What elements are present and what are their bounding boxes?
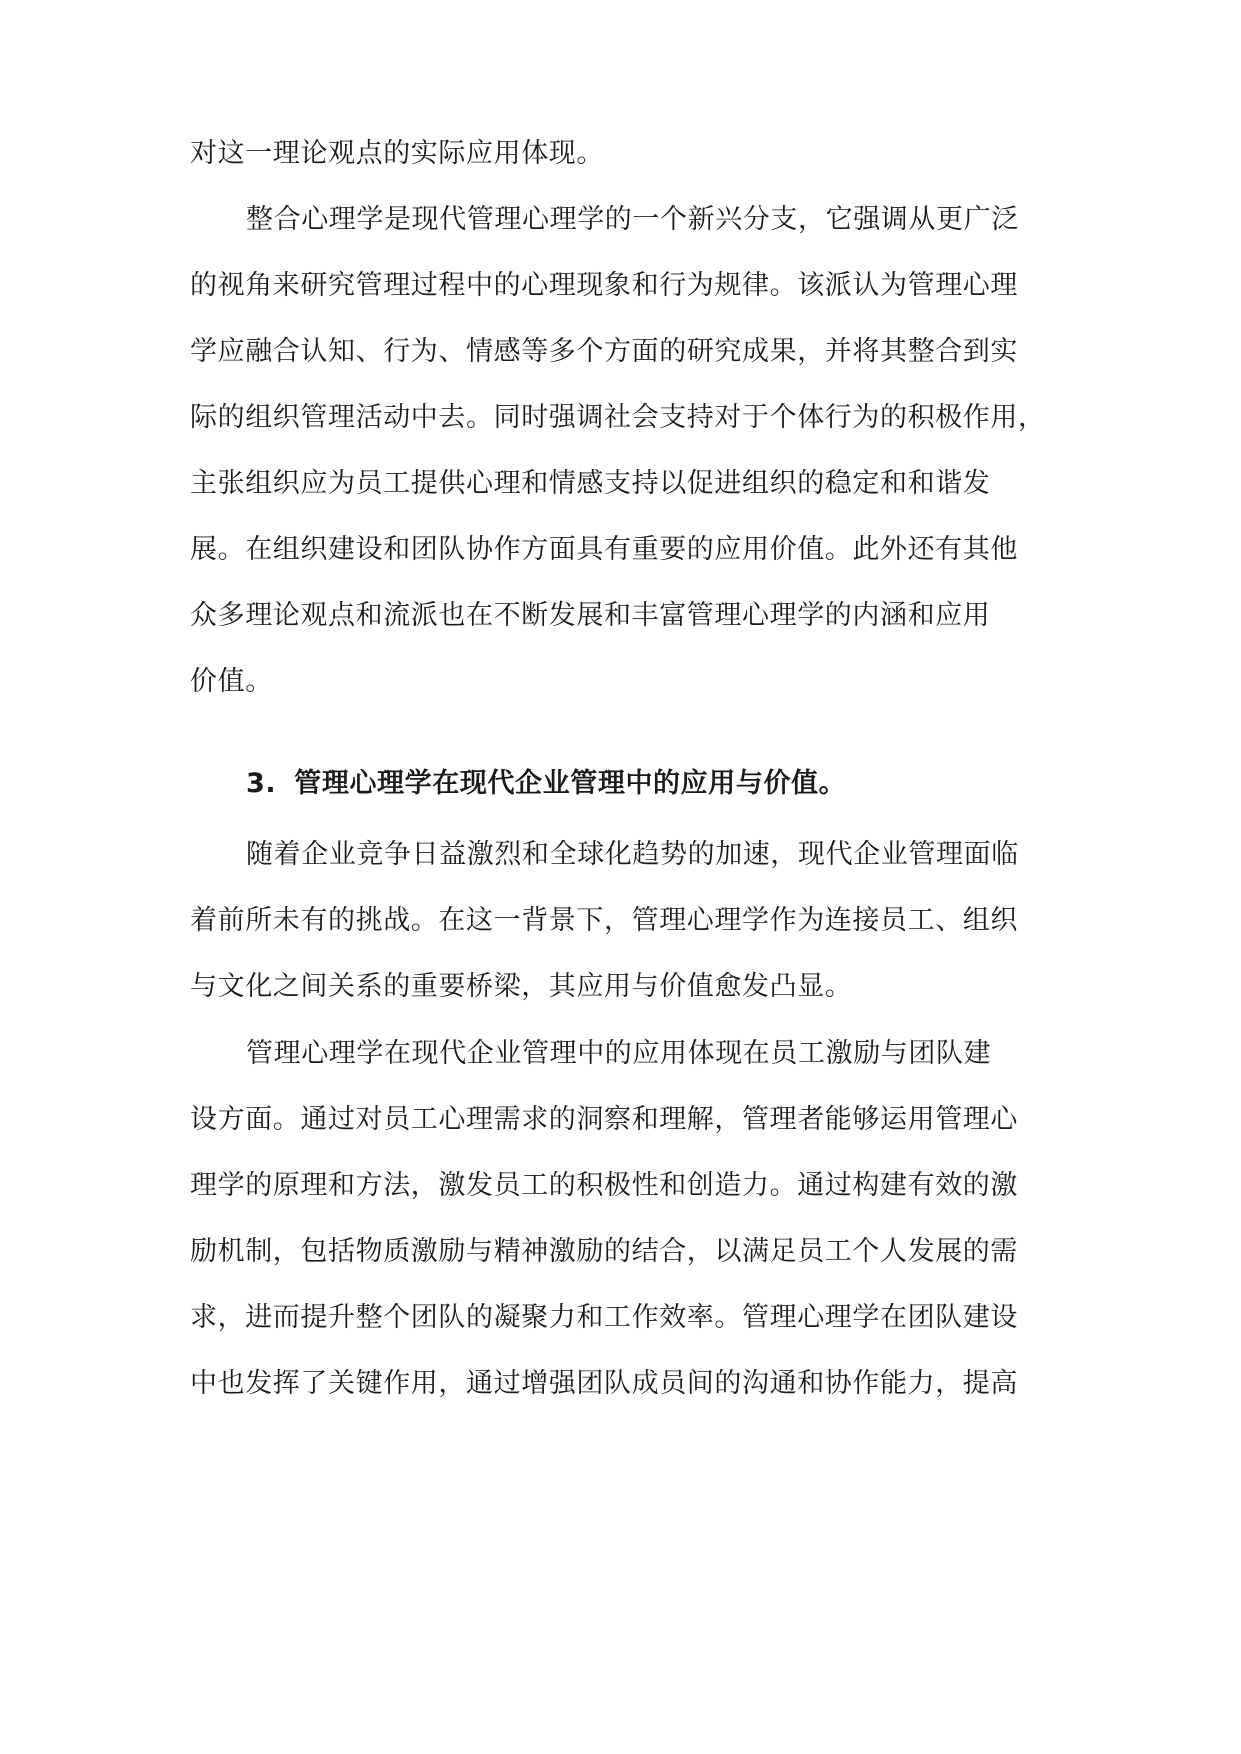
paragraph-line: 求，进而提升整个团队的凝聚力和工作效率。管理心理学在团队建设 bbox=[190, 1302, 1018, 1333]
paragraph-line: 与文化之间关系的重要桥梁，其应用与价值愈发凸显。 bbox=[190, 971, 853, 1002]
paragraph-line: 际的组织管理活动中去。同时强调社会支持对于个体行为的积极作用， bbox=[190, 402, 1046, 433]
paragraph-line: 管理心理学在现代企业管理中的应用体现在员工激励与团队建 bbox=[246, 1038, 992, 1069]
paragraph-line: 的视角来研究管理过程中的心理现象和行为规律。该派认为管理心理 bbox=[190, 270, 1018, 301]
paragraph-line: 众多理论观点和流派也在不断发展和丰富管理心理学的内涵和应用 bbox=[190, 600, 991, 631]
paragraph-line: 理学的原理和方法，激发员工的积极性和创造力。通过构建有效的激 bbox=[190, 1170, 1018, 1201]
paragraph-line: 中也发挥了关键作用，通过增强团队成员间的沟通和协作能力，提高 bbox=[190, 1368, 1018, 1399]
paragraph-line: 对这一理论观点的实际应用体现。 bbox=[190, 138, 604, 169]
paragraph-line: 学应融合认知、行为、情感等多个方面的研究成果，并将其整合到实 bbox=[190, 336, 1018, 367]
paragraph-line: 主张组织应为员工提供心理和情感支持以促进组织的稳定和和谐发 bbox=[190, 468, 991, 499]
paragraph-line: 随着企业竞争日益激烈和全球化趋势的加速，现代企业管理面临 bbox=[246, 839, 1019, 870]
section-title: 管理心理学在现代企业管理中的应用与价值。 bbox=[294, 768, 847, 799]
paragraph-line: 励机制，包括物质激励与精神激励的结合，以满足员工个人发展的需 bbox=[190, 1236, 1018, 1267]
paragraph-line: 设方面。通过对员工心理需求的洞察和理解，管理者能够运用管理心 bbox=[190, 1104, 1018, 1135]
section-number: 3. bbox=[246, 768, 277, 799]
paragraph-line: 价值。 bbox=[190, 666, 273, 697]
paragraph-line: 整合心理学是现代管理心理学的一个新兴分支，它强调从更广泛 bbox=[246, 204, 1019, 235]
section-heading bbox=[246, 764, 846, 804]
paragraph-line: 展。在组织建设和团队协作方面具有重要的应用价值。此外还有其他 bbox=[190, 534, 1018, 565]
paragraph-line: 着前所未有的挑战。在这一背景下，管理心理学作为连接员工、组织 bbox=[190, 905, 1018, 936]
